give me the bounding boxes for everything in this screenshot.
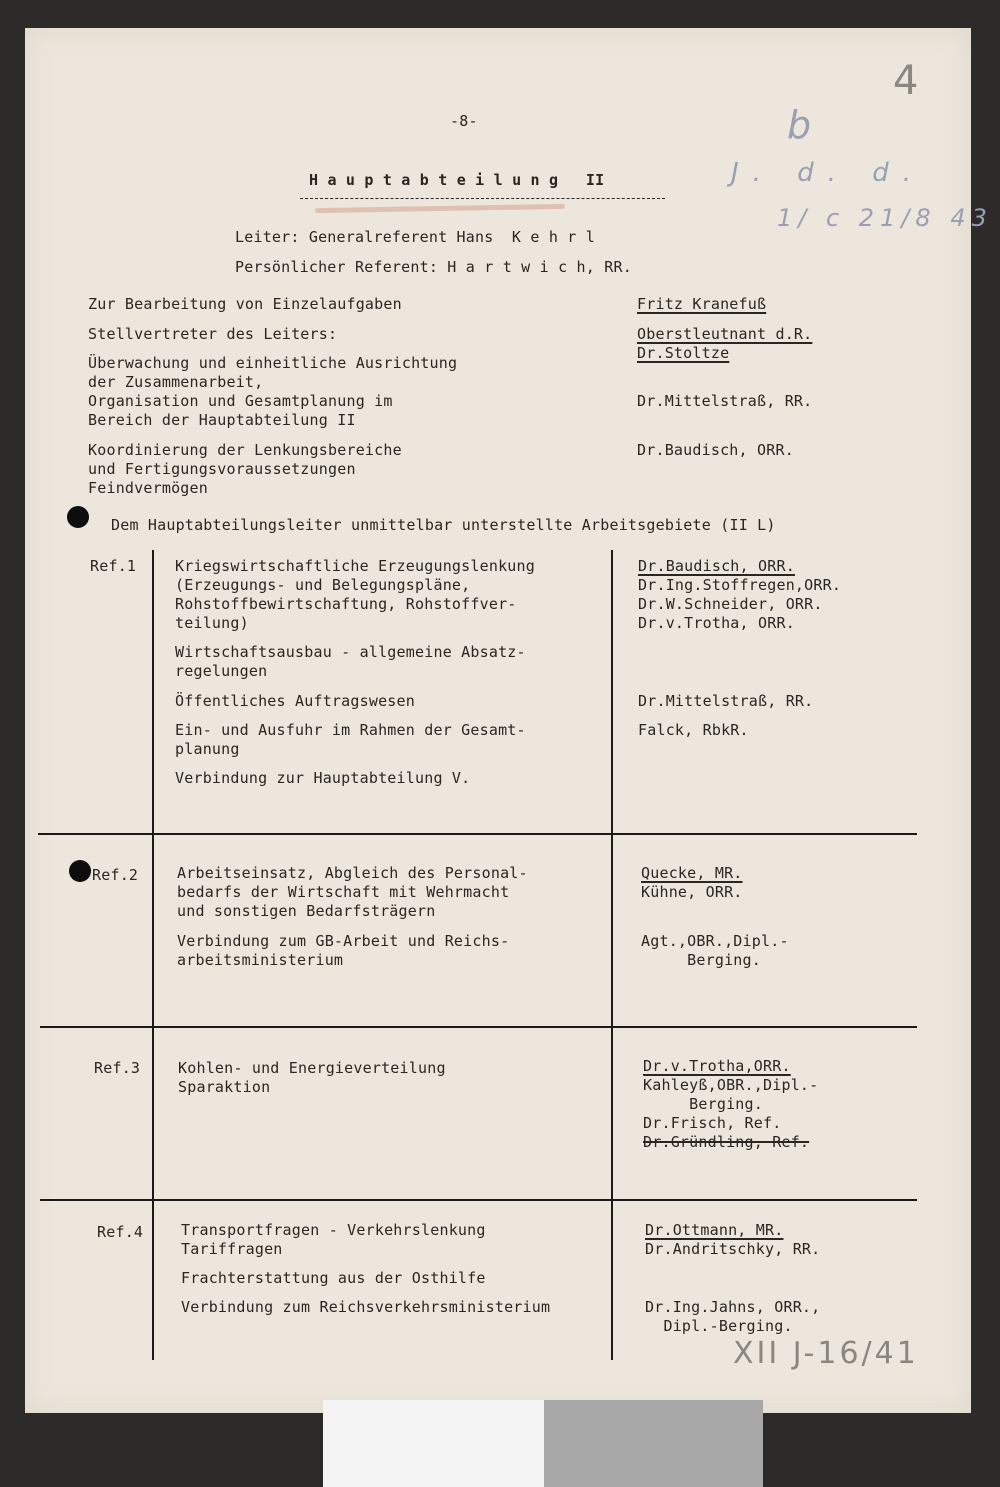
pencil-initials: b — [787, 103, 812, 147]
ref-task: Kohlen- und Energieverteilung Sparaktion — [178, 1059, 446, 1096]
pencil-date: 1/ c 21/8 43 — [777, 204, 993, 232]
ref-person: Dr.v.Trotha,ORR. — [643, 1057, 791, 1075]
assignment-task: Überwachung und einheitliche Ausrichtung der Zusammenarbeit, Organisation und Gesamtplanung im Bereich der Hauptabteilung II — [88, 354, 458, 429]
table-divider-right — [611, 550, 613, 1360]
assignment-person: Fritz Kranefuß — [637, 295, 767, 313]
ref-person: Dr.Ing.Stoffregen,ORR. — [638, 576, 842, 594]
ref-person: Dr.v.Trotha, ORR. — [638, 614, 795, 632]
ref-person: Dr.Ottmann, MR. — [645, 1221, 784, 1239]
ref-person: Dr.Baudisch, ORR. — [638, 557, 795, 575]
ref-task: Ein- und Ausfuhr im Rahmen der Gesamt- planung — [175, 721, 526, 758]
ref-task: Transportfragen - Verkehrslenkung Tariffragen — [181, 1221, 486, 1258]
table-divider-left — [152, 550, 154, 1360]
archive-reference: XII J-16/41 — [733, 1336, 919, 1371]
ref-person: Falck, RbkR. — [638, 721, 749, 739]
ref-label: Ref.4 — [97, 1223, 144, 1241]
ref-task: Frachterstattung aus der Osthilfe — [181, 1269, 486, 1287]
ref-label: Ref.1 — [90, 557, 137, 575]
assignment-person: Dr.Baudisch, ORR. — [637, 441, 794, 459]
ref-task: Verbindung zum GB-Arbeit und Reichs- arbeitsministerium — [177, 932, 510, 969]
ref-task: Wirtschaftsausbau - allgemeine Absatz- regelungen — [175, 643, 526, 680]
table-row-separator — [38, 833, 917, 835]
ref-task: Öffentliches Auftragswesen — [175, 692, 415, 710]
calibration-white-swatch — [323, 1400, 544, 1487]
ref-person: Dr.Frisch, Ref. — [643, 1114, 782, 1132]
ref-label: Ref.3 — [94, 1059, 141, 1077]
ref-person: Dr.Mittelstraß, RR. — [638, 692, 814, 710]
leader-line: Leiter: Generalreferent Hans K e h r l — [235, 228, 595, 246]
section-heading: Dem Hauptabteilungsleiter unmittelbar unterstellte Arbeitsgebiete (II L) — [111, 516, 776, 534]
punch-hole — [67, 506, 89, 528]
punch-hole — [69, 860, 91, 882]
assignment-task: Zur Bearbeitung von Einzelaufgaben — [88, 295, 402, 313]
ref-person-struck: Dr.Gründling, Ref. — [643, 1133, 810, 1151]
ref-person: Dr.Andritschky, RR. — [645, 1240, 821, 1258]
ref-person: Agt.,OBR.,Dipl.- Berging. — [641, 932, 789, 969]
corner-number-annotation: 4 — [893, 58, 919, 104]
ref-person: Kahleyß,OBR.,Dipl.- Berging. — [643, 1076, 819, 1113]
ref-person: Dr.W.Schneider, ORR. — [638, 595, 823, 613]
ref-person: Kühne, ORR. — [641, 883, 743, 901]
assignment-task: Koordinierung der Lenkungsbereiche und Fertigungsvoraussetzungen Feindvermögen — [88, 441, 402, 497]
ref-task: Verbindung zum Reichsverkehrsministerium — [181, 1298, 551, 1316]
assignment-person: Dr.Mittelstraß, RR. — [637, 392, 813, 410]
pencil-mark: J. d. d. — [731, 158, 925, 188]
page-title: H a u p t a b t e i l u n g II — [309, 171, 605, 189]
personal-referent-line: Persönlicher Referent: H a r t w i c h, RR. — [235, 258, 632, 276]
page-number: -8- — [450, 112, 478, 130]
ref-person: Dr.Ing.Jahns, ORR., Dipl.-Berging. — [645, 1298, 821, 1335]
document-page — [25, 28, 993, 1413]
title-underline — [300, 198, 665, 199]
ref-task: Verbindung zur Hauptabteilung V. — [175, 769, 471, 787]
ref-person: Quecke, MR. — [641, 864, 743, 882]
assignment-task: Stellvertreter des Leiters: — [88, 325, 338, 343]
table-row-separator — [40, 1199, 917, 1201]
red-pencil-mark — [315, 204, 565, 213]
assignment-person: Oberstleutnant d.R. — [637, 325, 813, 343]
ref-label: Ref.2 — [92, 866, 139, 884]
table-row-separator — [40, 1026, 917, 1028]
assignment-person-line2: Dr.Stoltze — [637, 344, 730, 362]
calibration-gray-swatch — [544, 1400, 763, 1487]
ref-task: Kriegswirtschaftliche Erzeugungslenkung (Erzeugungs- und Belegungspläne, Rohstoffbewirtschaftung, Rohstoffver- teilung) — [175, 557, 535, 632]
ref-task: Arbeitseinsatz, Abgleich des Personal- bedarfs der Wirtschaft mit Wehrmacht und sonstigen Bedarfsträgern — [177, 864, 528, 920]
